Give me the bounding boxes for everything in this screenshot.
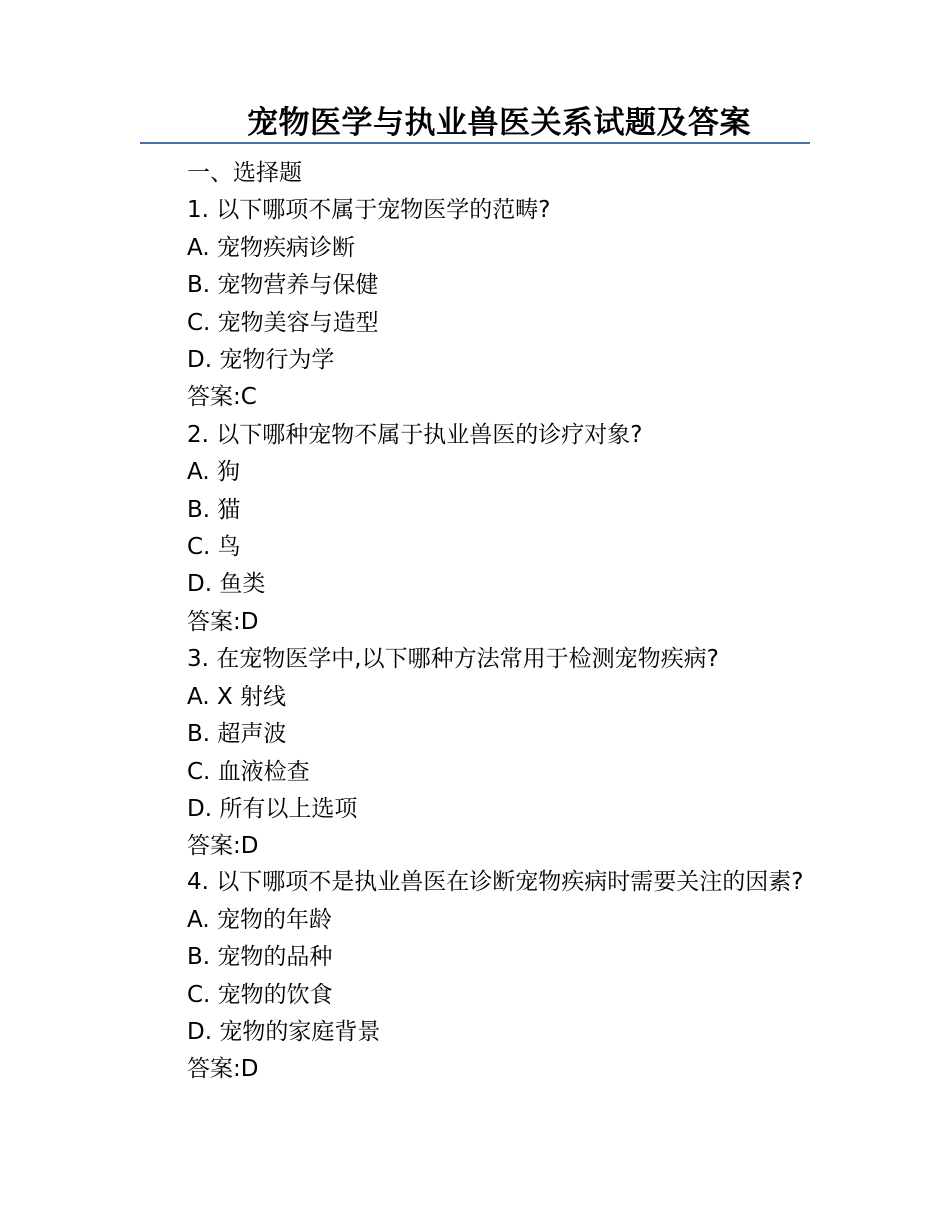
question-2-option-a: A. 狗 bbox=[187, 459, 240, 486]
question-1-option-d: D. 宠物行为学 bbox=[187, 347, 335, 374]
question-4-option-c: C. 宠物的饮食 bbox=[187, 981, 333, 1008]
question-3-option-d: D. 所有以上选项 bbox=[187, 795, 358, 822]
question-1: 1. 以下哪项不属于宠物医学的范畴? bbox=[187, 197, 551, 224]
question-2-option-c: C. 鸟 bbox=[187, 534, 241, 561]
question-2-option-d: D. 鱼类 bbox=[187, 571, 266, 598]
question-4-option-b: B. 宠物的品种 bbox=[187, 944, 333, 971]
question-3-option-c: C. 血液检查 bbox=[187, 758, 310, 785]
question-1-option-a: A. 宠物疾病诊断 bbox=[187, 234, 355, 261]
question-4-answer: 答案:D bbox=[187, 1056, 259, 1083]
question-1-option-c: C. 宠物美容与造型 bbox=[187, 309, 379, 336]
document-body bbox=[140, 155, 815, 1089]
question-1-answer: 答案:C bbox=[187, 384, 257, 411]
question-2: 2. 以下哪种宠物不属于执业兽医的诊疗对象? bbox=[187, 421, 643, 448]
document-title bbox=[140, 104, 810, 144]
question-2-option-b: B. 猫 bbox=[187, 496, 241, 523]
document-title-text: 宠物医学与执业兽医关系试题及答案 bbox=[247, 105, 751, 141]
question-3-answer: 答案:D bbox=[187, 833, 259, 860]
question-3: 3. 在宠物医学中,以下哪种方法常用于检测宠物疾病? bbox=[187, 646, 719, 673]
question-1-option-b: B. 宠物营养与保健 bbox=[187, 272, 379, 299]
question-3-option-a: A. X 射线 bbox=[187, 683, 287, 710]
question-4-option-a: A. 宠物的年龄 bbox=[187, 906, 332, 933]
question-3-option-b: B. 超声波 bbox=[187, 721, 287, 748]
question-4-option-d: D. 宠物的家庭背景 bbox=[187, 1018, 381, 1045]
question-2-answer: 答案:D bbox=[187, 608, 259, 635]
question-4: 4. 以下哪项不是执业兽医在诊断宠物疾病时需要关注的因素? bbox=[187, 868, 804, 895]
section-heading: 一、选择题 bbox=[187, 160, 302, 186]
